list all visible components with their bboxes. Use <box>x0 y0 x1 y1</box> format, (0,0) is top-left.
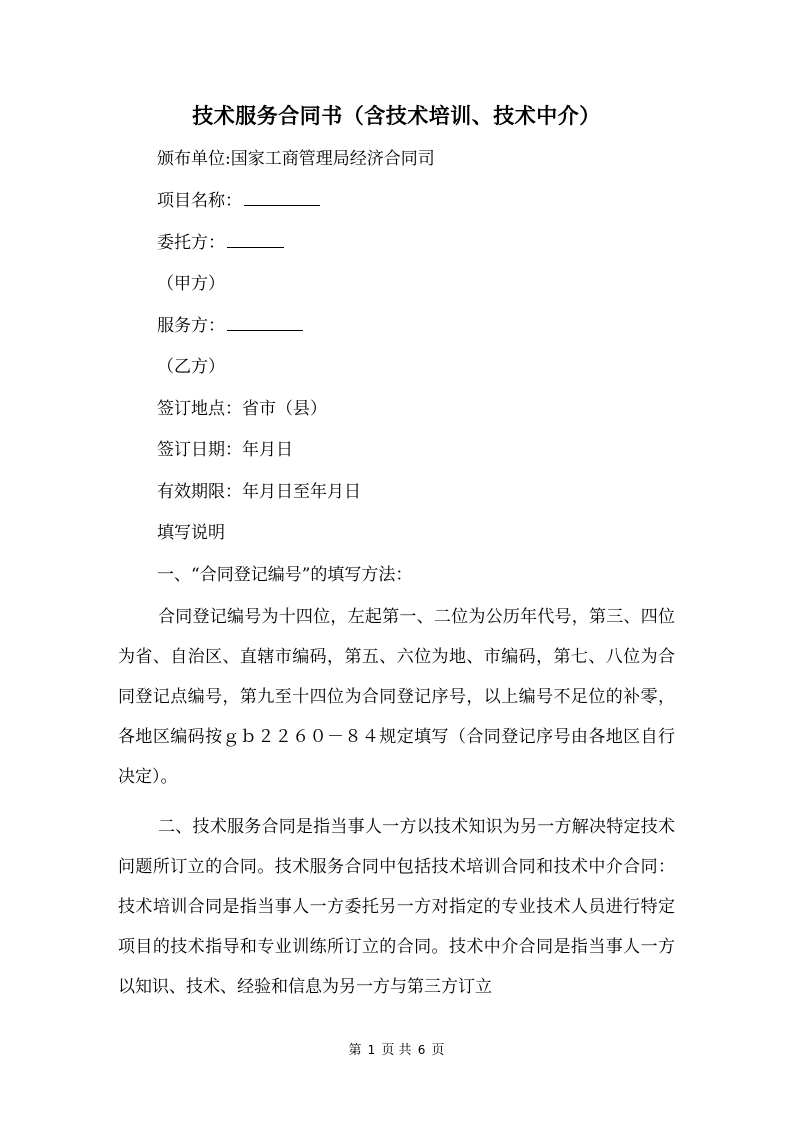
client-blank <box>227 233 284 248</box>
footer-prefix: 第 <box>348 1043 362 1058</box>
section2-body: 二、技术服务合同是指当事人一方以技术知识为另一方解决特定技术问题所订立的合同。技术服务合同中包括技术培训合同和技术中介合同：技术培训合同是指当事人一方委托另一方对指定的专业技术人员进行特定项目的技术指导和专业训练所订立的合同。技术中介合同是指当事人一方以知识、技术、经验和信息为另一方与第三方订立 <box>118 817 675 997</box>
document-title: 技术服务合同书（含技术培训、技术中介） <box>192 103 601 128</box>
project-name-label: 项目名称： <box>157 191 242 211</box>
provider-blank <box>227 316 303 331</box>
provider-line <box>157 314 303 338</box>
footer-total-pages: 6 <box>417 1043 426 1057</box>
sign-place-line: 签订地点：省市（县） <box>157 399 327 419</box>
sign-date-line: 签订日期：年月日 <box>157 440 293 460</box>
page-footer <box>0 1040 793 1061</box>
issuer-line: 颁布单位:国家工商管理局经济合同司 <box>157 149 435 169</box>
client-label: 委托方： <box>157 233 225 253</box>
client-party: （甲方） <box>157 274 225 294</box>
footer-suffix: 页 <box>431 1043 445 1058</box>
footer-middle: 页 共 <box>381 1043 412 1058</box>
provider-party: （乙方） <box>157 357 225 377</box>
valid-period-line: 有效期限：年月日至年月日 <box>157 482 361 502</box>
section1-heading: 一、“合同登记编号”的填写方法： <box>157 565 413 585</box>
client-line <box>157 231 284 255</box>
instructions-heading: 填写说明 <box>157 523 225 543</box>
project-name-blank <box>244 191 320 206</box>
provider-label: 服务方： <box>157 316 225 336</box>
section1-body: 合同登记编号为十四位，左起第一、二位为公历年代号，第三、四位为省、自治区、直辖市编码，第五、六位为地、市编码，第七、八位为合同登记点编号，第九至十四位为合同登记序号，以上编号不足位的补零，各地区编码按ｇｂ２２６０－８４规定填写（合同登记序号由各地区自行决定）。 <box>118 607 675 787</box>
footer-current-page: 1 <box>367 1043 376 1057</box>
project-name-line <box>157 189 320 213</box>
